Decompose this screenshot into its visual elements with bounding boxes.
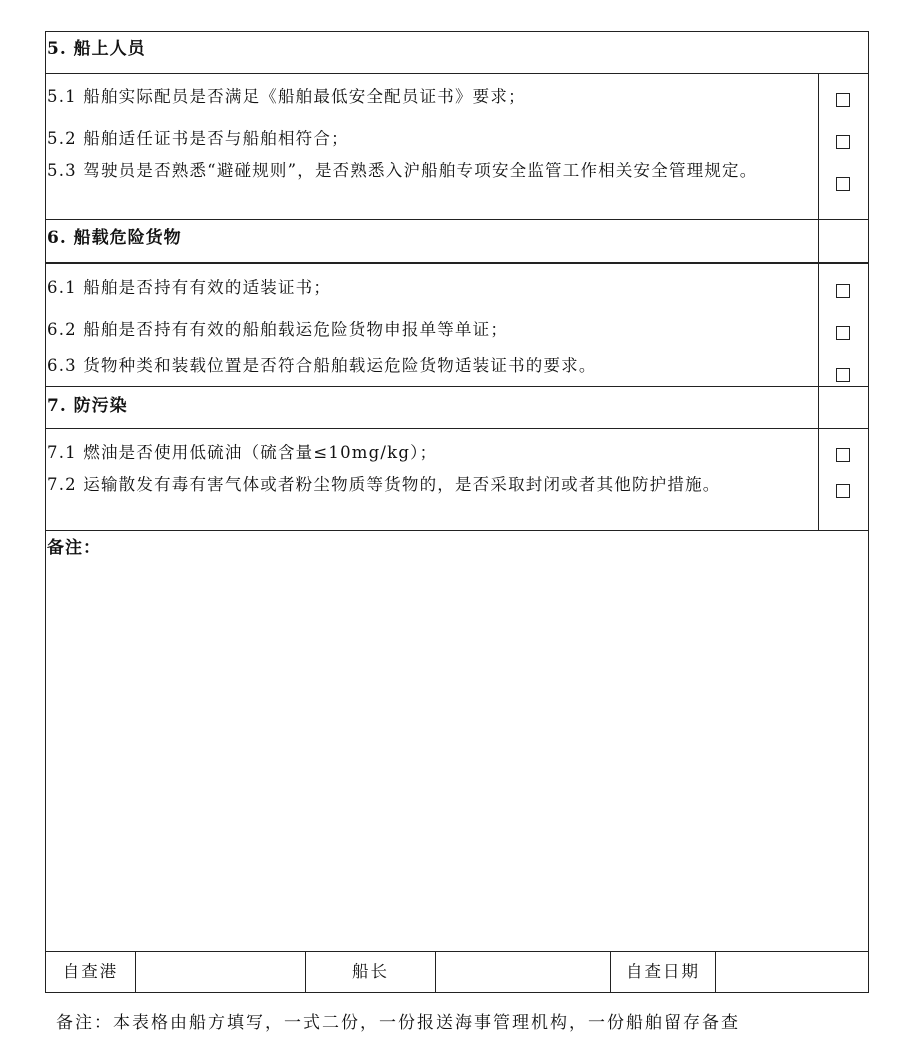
checkbox-col-sep-s7 [818,386,819,531]
table-top-border [45,31,869,32]
table-right-border [868,31,869,993]
table-bottom-border [45,992,869,993]
item-6-2: 6.2 船舶是否持有有效的船舶载运危险货物申报单等单证； [47,320,509,339]
item-6-3: 6.3 货物种类和装载位置是否符合船舶载运危险货物适装证书的要求。 [47,356,597,375]
section6-title: 6. 船载危险货物 [47,228,182,248]
rule-after-s7 [45,530,869,531]
captain-value[interactable] [437,961,610,983]
checkbox-6-1[interactable] [836,284,850,298]
rule-after-s7-title [45,428,869,429]
checkbox-col-sep-s5 [818,73,819,220]
checkbox-5-2[interactable] [836,135,850,149]
checkbox-7-1[interactable] [836,448,850,462]
bottom-note: 备注：本表格由船方填写，一式二份，一份报送海事管理机构，一份船舶留存备查 [56,1013,740,1033]
checkbox-7-2[interactable] [836,484,850,498]
rule-after-s6 [45,386,869,387]
checkbox-6-3[interactable] [836,368,850,382]
remarks-label: 备注： [47,538,101,558]
captain-label: 船长 [352,962,389,981]
date-label: 自查日期 [626,962,700,981]
item-7-1: 7.1 燃油是否使用低硫油（硫含量≤10mg/kg）； [47,443,438,462]
remarks-area[interactable] [47,562,865,947]
rule-after-s5 [45,219,869,220]
checkbox-5-3[interactable] [836,177,850,191]
section7-title: 7. 防污染 [47,396,128,416]
item-5-3: 5.3 驾驶员是否熟悉“避碰规则”，是否熟悉入沪船舶专项安全监管工作相关安全管理规定。 [47,161,758,180]
date-value[interactable] [717,961,868,983]
section5-title: 5. 船上人员 [47,39,146,59]
rule-after-s5-title [45,73,869,74]
item-5-2: 5.2 船舶适任证书是否与船舶相符合； [47,129,349,148]
rule-before-footer [45,951,869,952]
checkbox-col-sep-s6 [818,219,819,387]
rule-after-s6-title [45,262,869,264]
item-7-2: 7.2 运输散发有毒有害气体或者粉尘物质等货物的，是否采取封闭或者其他防护措施。 [47,475,721,494]
checkbox-6-2[interactable] [836,326,850,340]
checkbox-5-1[interactable] [836,93,850,107]
port-label: 自查港 [62,962,119,981]
item-6-1: 6.1 船舶是否持有有效的适装证书； [47,278,332,297]
item-5-1: 5.1 船舶实际配员是否满足《船舶最低安全配员证书》要求； [47,87,526,106]
port-value[interactable] [137,961,305,983]
